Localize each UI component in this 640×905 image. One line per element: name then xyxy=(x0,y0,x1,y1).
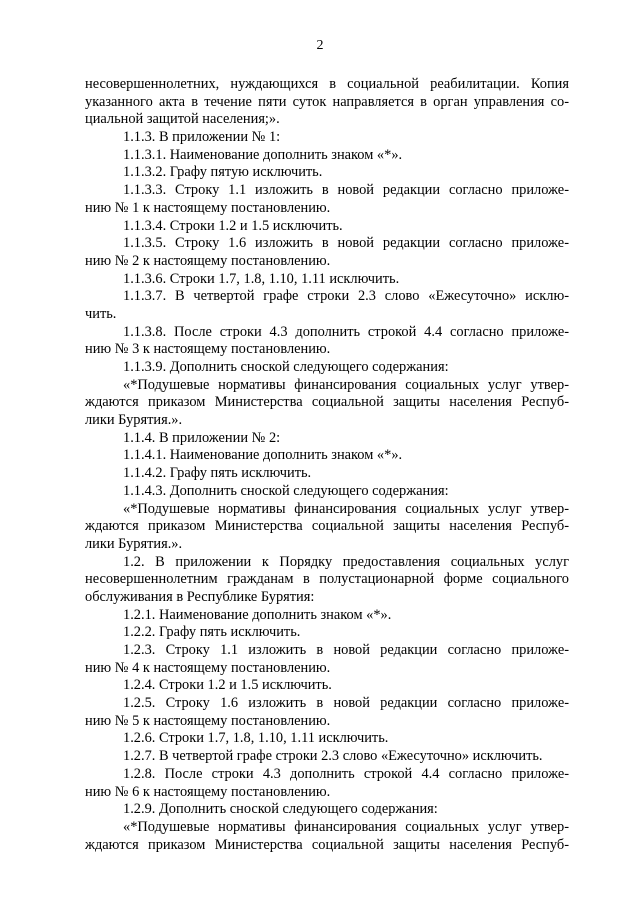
text-line: ждаются приказом Министерства социальной защиты населения Респуб- xyxy=(85,518,569,535)
page-number: 2 xyxy=(316,38,324,53)
text-line: нию № 2 к настоящему постановлению. xyxy=(85,252,331,269)
text-line: 1.2.5. Строку 1.6 изложить в новой редакции согласно приложе- xyxy=(123,695,569,712)
text-line: 1.2.4. Строки 1.2 и 1.5 исключить. xyxy=(123,677,332,694)
text-line: 1.1.4.2. Графу пять исключить. xyxy=(123,465,312,482)
text-line: ждаются приказом Министерства социальной защиты населения Респуб- xyxy=(85,394,569,411)
text-line: 1.1.3.9. Дополнить сноской следующего содержания: xyxy=(123,359,449,375)
text-line: лики Бурятия.». xyxy=(85,535,183,552)
text-line: 1.1.3.2. Графу пятую исключить. xyxy=(123,164,323,181)
text-line: 1.2.1. Наименование дополнить знаком «*». xyxy=(123,606,392,623)
text-line: «*Подушевые нормативы финансирования социальных услуг утвер- xyxy=(123,500,569,517)
text-line: 1.2.8. После строки 4.3 дополнить строкой 4.4 согласно приложе- xyxy=(123,765,569,782)
text-line: 1.1.4.3. Дополнить сноской следующего содержания: xyxy=(123,482,449,499)
text-line: 1.1.3.4. Строки 1.2 и 1.5 исключить. xyxy=(123,217,343,234)
text-line: нию № 5 к настоящему постановлению. xyxy=(85,712,331,729)
text-line: чить. xyxy=(85,305,117,322)
text-line: 1.1.3.6. Строки 1.7, 1.8, 1.10, 1.11 исключить. xyxy=(123,270,400,287)
text-line: 1.2. В приложении к Порядку предоставления социальных услуг xyxy=(123,553,569,570)
text-line: 1.1.3.8. После строки 4.3 дополнить строкой 4.4 согласно приложе- xyxy=(123,323,569,340)
text-line: «*Подушевые нормативы финансирования социальных услуг утвер- xyxy=(123,376,569,393)
text-line: 1.1.4. В приложении № 2: xyxy=(123,429,281,446)
text-line: указанного акта в течение пяти суток направляется в орган управления со- xyxy=(85,93,569,110)
text-line: 1.2.7. В четвертой графе строки 2.3 слово «Ежесуточно» исключить. xyxy=(123,748,543,765)
text-line: нию № 3 к настоящему постановлению. xyxy=(85,341,331,358)
text-line: ждаются приказом Министерства социальной защиты населения Респуб- xyxy=(85,836,569,853)
document-body xyxy=(85,76,569,854)
text-line: обслуживания в Республике Бурятия: xyxy=(85,588,315,605)
text-line: нию № 1 к настоящему постановлению. xyxy=(85,199,331,216)
text-line: несовершеннолетним гражданам в полустационарной форме социального xyxy=(85,571,569,588)
text-line: 1.1.4.1. Наименование дополнить знаком «*». xyxy=(123,447,403,464)
text-line: циальной защитой населения;». xyxy=(85,111,280,128)
text-line: 1.1.3.1. Наименование дополнить знаком «*». xyxy=(123,146,403,163)
text-line: нию № 4 к настоящему постановлению. xyxy=(85,659,331,676)
text-line: 1.1.3.5. Строку 1.6 изложить в новой редакции согласно приложе- xyxy=(123,235,569,252)
text-line: 1.2.2. Графу пять исключить. xyxy=(123,624,301,641)
text-line: 1.1.3. В приложении № 1: xyxy=(123,129,281,146)
text-line: «*Подушевые нормативы финансирования социальных услуг утвер- xyxy=(123,818,569,835)
text-line: несовершеннолетних, нуждающихся в социальной реабилитации. Копия xyxy=(85,76,569,92)
text-line: 1.1.3.7. В четвертой графе строки 2.3 слово «Ежесуточно» исклю- xyxy=(123,288,569,305)
text-line: 1.2.3. Строку 1.1 изложить в новой редакции согласно приложе- xyxy=(123,642,569,658)
text-line: нию № 6 к настоящему постановлению. xyxy=(85,783,331,800)
text-line: лики Бурятия.». xyxy=(85,412,183,429)
text-line: 1.2.6. Строки 1.7, 1.8, 1.10, 1.11 исключить. xyxy=(123,730,389,747)
text-line: 1.2.9. Дополнить сноской следующего содержания: xyxy=(123,801,438,818)
text-line: 1.1.3.3. Строку 1.1 изложить в новой редакции согласно приложе- xyxy=(123,182,569,199)
